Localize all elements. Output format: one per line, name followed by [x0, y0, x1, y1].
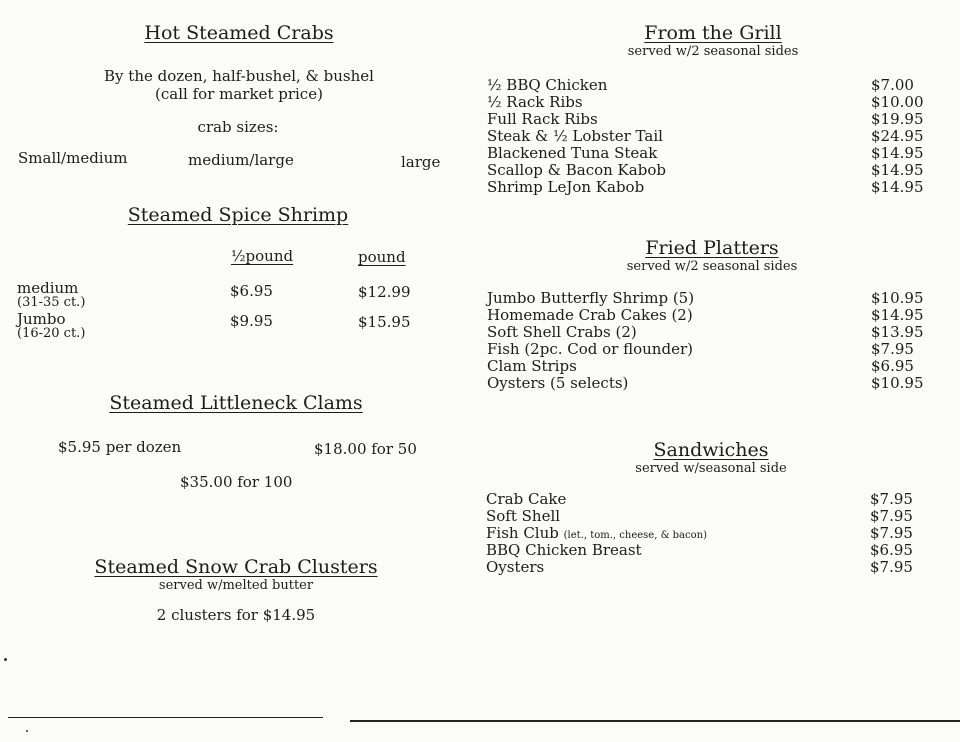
grill-subtitle: served w/2 seasonal sides [627, 44, 799, 59]
grill-item [487, 94, 927, 111]
fried-subtitle: served w/2 seasonal sides [626, 259, 798, 274]
grill-item-price: $24.95 [871, 127, 924, 145]
sandwich-item-name: Oysters [486, 558, 545, 576]
fried-item-price: $7.95 [871, 340, 914, 358]
crab-size-small-medium: Small/medium [18, 149, 128, 167]
fried-item-price: $10.95 [871, 289, 924, 307]
sandwich-item-price: $6.95 [870, 541, 913, 559]
grill-item-name: Scallop & Bacon Kabob [487, 161, 666, 179]
sandwich-item [486, 491, 926, 508]
grill-item [487, 179, 927, 196]
fried-item [487, 358, 927, 375]
grill-item-price: $14.95 [871, 161, 924, 179]
grill-item-name: ½ BBQ Chicken [487, 76, 608, 94]
shrimp-col-half-pound: ½pound [231, 247, 294, 265]
fried-item-name: Soft Shell Crabs (2) [487, 323, 637, 341]
grill-item-name: Blackened Tuna Steak [487, 144, 658, 162]
fried-title: Fried Platters [645, 237, 779, 259]
shrimp-jumbo-count: (16-20 ct.) [17, 326, 86, 341]
sandwich-item-name: BBQ Chicken Breast [486, 541, 642, 559]
shrimp-medium-count: (31-35 ct.) [17, 295, 86, 310]
fried-item-price: $14.95 [871, 306, 924, 324]
crabs-line1: By the dozen, half-bushel, & bushel [104, 67, 374, 85]
fried-item-price: $6.95 [871, 357, 914, 375]
grill-item [487, 145, 927, 162]
shrimp-medium-half-price: $6.95 [230, 282, 273, 300]
scan-speck [4, 658, 7, 661]
snow-crab-subtitle: served w/melted butter [158, 578, 314, 593]
grill-item [487, 77, 927, 94]
crabs-line2: (call for market price) [155, 85, 323, 103]
grill-title: From the Grill [644, 22, 782, 44]
shrimp-jumbo-name: Jumbo [17, 310, 66, 328]
shrimp-col-pound: pound [358, 248, 406, 266]
crab-sizes-label: crab sizes: [197, 118, 279, 136]
fried-item [487, 375, 927, 392]
grill-item [487, 128, 927, 145]
snow-crab-title: Steamed Snow Crab Clusters [94, 556, 378, 578]
grill-item-price: $7.00 [871, 76, 914, 94]
fried-item [487, 341, 927, 358]
fried-item-name: Oysters (5 selects) [487, 374, 629, 392]
shrimp-medium-name: medium [17, 279, 79, 297]
fried-item-name: Homemade Crab Cakes (2) [487, 306, 693, 324]
shrimp-medium-full-price: $12.99 [358, 283, 411, 301]
scan-speck [26, 730, 28, 732]
crabs-title: Hot Steamed Crabs [144, 22, 334, 44]
grill-item-price: $10.00 [871, 93, 924, 111]
fried-item [487, 324, 927, 341]
grill-item [487, 162, 927, 179]
grill-item-name: Full Rack Ribs [487, 110, 598, 128]
sandwich-item-price: $7.95 [870, 507, 913, 525]
sandwich-item [486, 559, 926, 576]
bottom-rule-right [350, 720, 960, 722]
shrimp-title: Steamed Spice Shrimp [127, 204, 349, 226]
crab-size-medium-large: medium/large [188, 151, 294, 169]
sandwich-item-price: $7.95 [870, 524, 913, 542]
sandwich-item [486, 542, 926, 559]
fried-item-name: Jumbo Butterfly Shrimp (5) [487, 289, 695, 307]
sandwich-item-name: Crab Cake [486, 490, 567, 508]
sandwich-item-price: $7.95 [870, 558, 913, 576]
clams-price-50: $18.00 for 50 [314, 440, 417, 458]
sandwiches-list [486, 491, 926, 576]
grill-item-name: Shrimp LeJon Kabob [487, 178, 645, 196]
fried-item [487, 307, 927, 324]
clams-price-dozen: $5.95 per dozen [58, 438, 182, 456]
sandwich-item-name: Soft Shell [486, 507, 561, 525]
grill-item-name: ½ Rack Ribs [487, 93, 583, 111]
shrimp-jumbo-half-price: $9.95 [230, 312, 273, 330]
snow-crab-price: 2 clusters for $14.95 [156, 606, 316, 624]
sandwich-item-name: Fish Club [486, 524, 559, 542]
fried-item-name: Fish (2pc. Cod or flounder) [487, 340, 693, 358]
fried-item-price: $10.95 [871, 374, 924, 392]
sandwich-item-price: $7.95 [870, 490, 913, 508]
sandwich-item [486, 508, 926, 525]
grill-item-price: $14.95 [871, 144, 924, 162]
sandwich-item-note: (let., tom., cheese, & bacon) [563, 530, 707, 541]
clams-title: Steamed Littleneck Clams [109, 392, 363, 414]
fried-item-name: Clam Strips [487, 357, 577, 375]
grill-list [487, 77, 927, 196]
bottom-rule-left [8, 717, 323, 718]
fried-item-price: $13.95 [871, 323, 924, 341]
crab-size-large: large [401, 153, 441, 171]
grill-item-name: Steak & ½ Lobster Tail [487, 127, 663, 145]
fried-item [487, 290, 927, 307]
fried-list [487, 290, 927, 392]
sandwich-item [486, 525, 926, 542]
grill-item-price: $19.95 [871, 110, 924, 128]
sandwiches-title: Sandwiches [653, 439, 769, 461]
shrimp-jumbo-full-price: $15.95 [358, 313, 411, 331]
sandwiches-subtitle: served w/seasonal side [635, 461, 787, 476]
grill-item [487, 111, 927, 128]
clams-price-100: $35.00 for 100 [180, 473, 293, 491]
grill-item-price: $14.95 [871, 178, 924, 196]
